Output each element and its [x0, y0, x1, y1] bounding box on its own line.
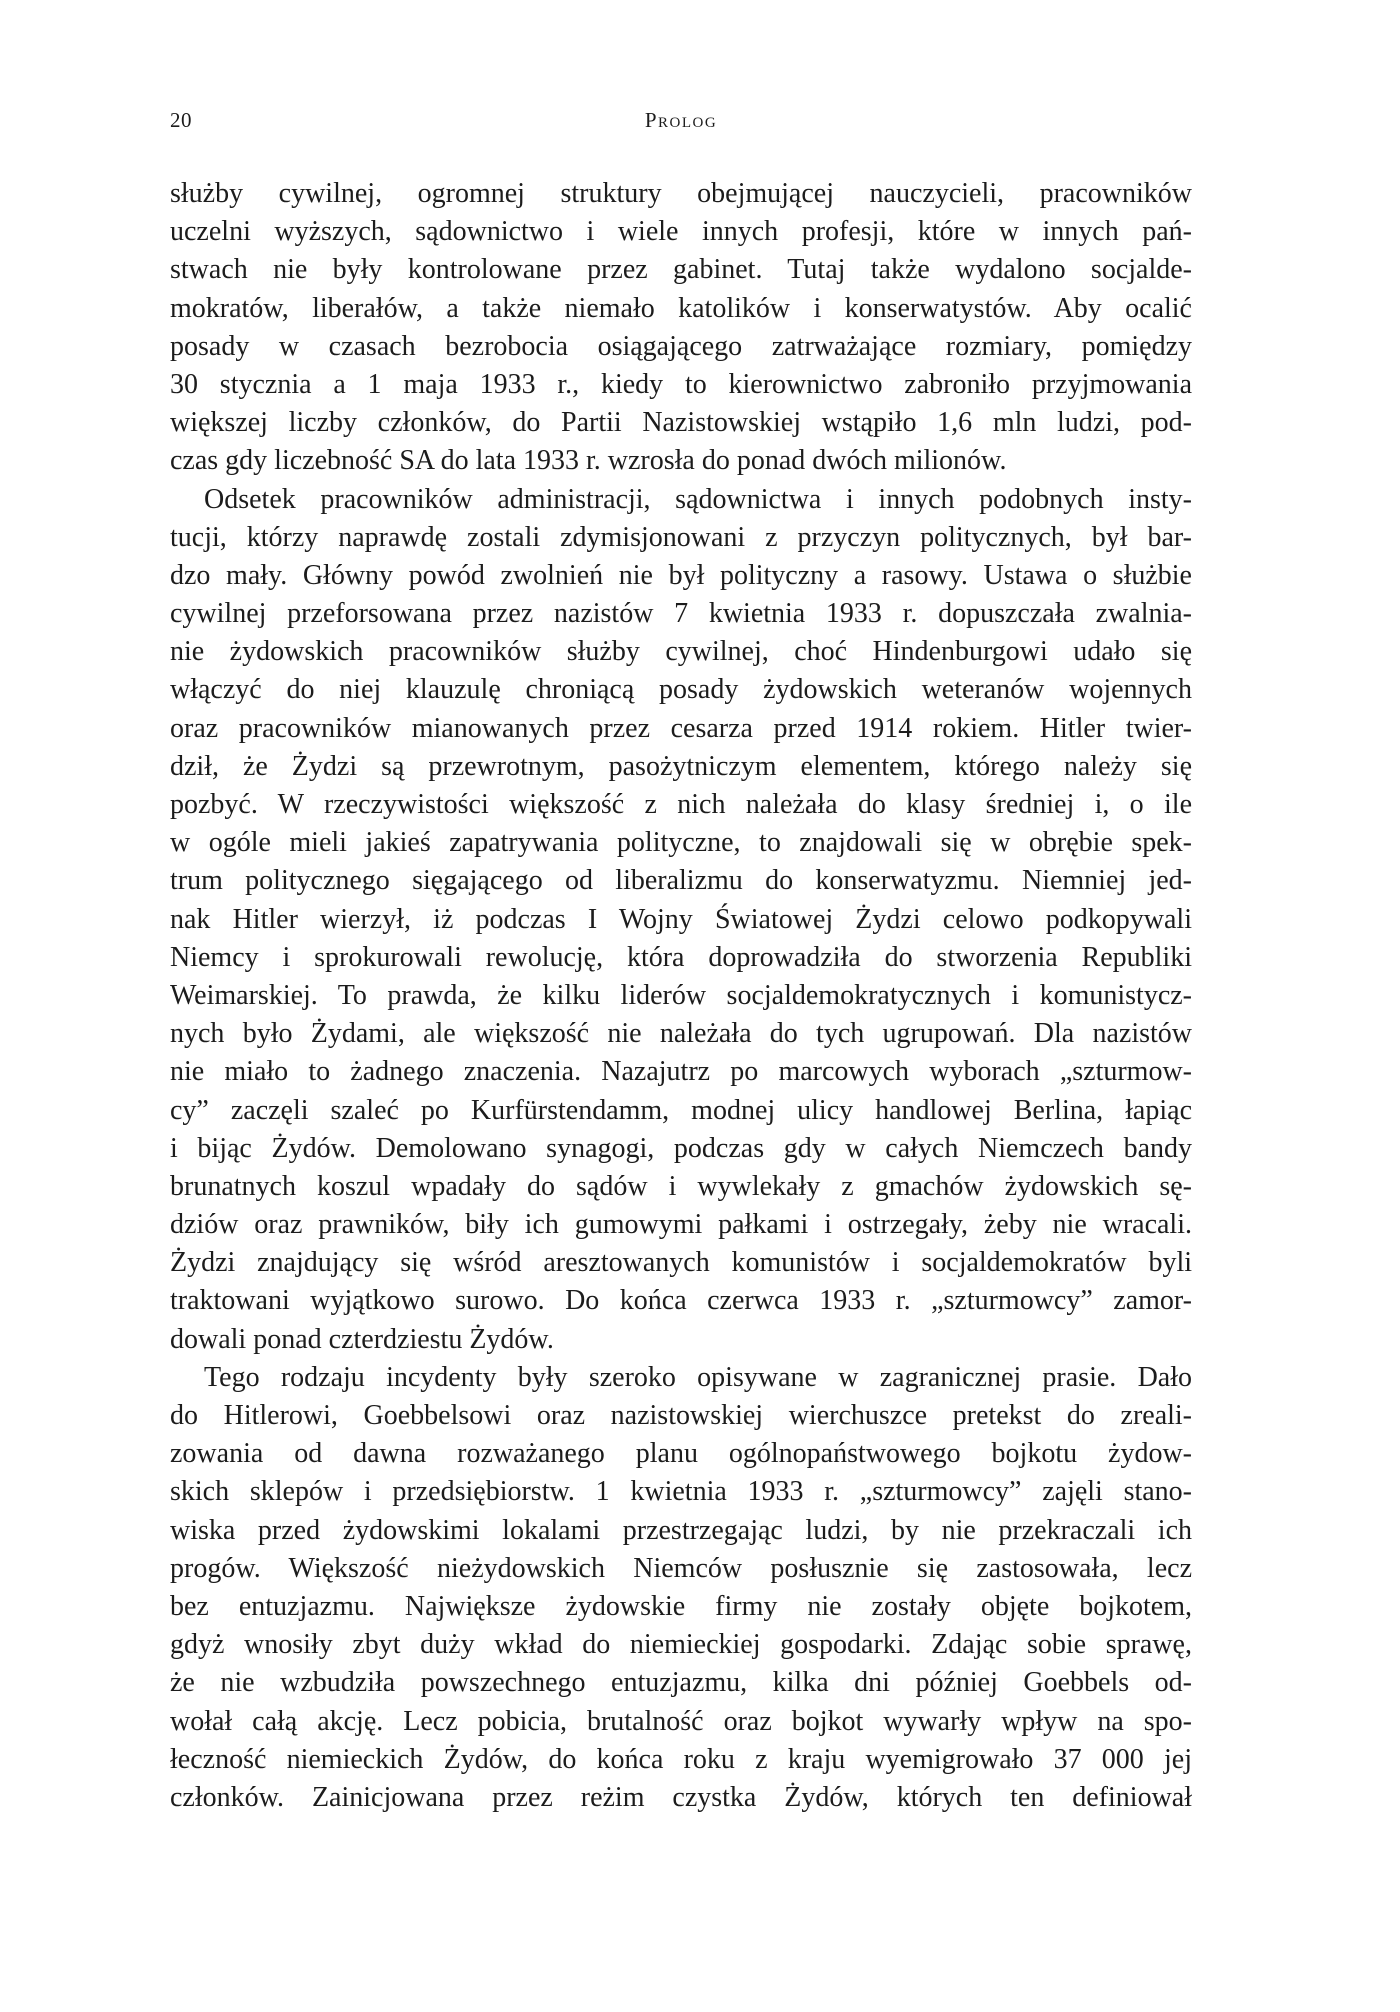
- text-line: łeczność niemieckich Żydów, do końca roku z kraju wyemigrowało 37 000 jej: [170, 1743, 1192, 1775]
- text-line: cywilnej przeforsowana przez nazistów 7 kwietnia 1933 r. dopuszczała zwalnia-: [170, 598, 1192, 630]
- text-line: i bijąc Żydów. Demolowano synagogi, podczas gdy w całych Niemczech bandy: [170, 1132, 1192, 1164]
- text-line: nak Hitler wierzył, iż podczas I Wojny Światowej Żydzi celowo podkopywali: [170, 903, 1192, 935]
- text-line: Weimarskiej. To prawda, że kilku liderów socjaldemokratycznych i komunistycz-: [170, 979, 1192, 1011]
- text-line: pozbyć. W rzeczywistości większość z nich należała do klasy średniej i, o ile: [170, 789, 1192, 820]
- text-line: dziów oraz prawników, biły ich gumowymi pałkami i ostrzegały, żeby nie wracali.: [170, 1209, 1192, 1241]
- text-line: służby cywilnej, ogromnej struktury obejmującej nauczycieli, pracowników: [170, 178, 1192, 209]
- text-line: Żydzi znajdujący się wśród aresztowanych komunistów i socjaldemokratów byli: [170, 1247, 1192, 1279]
- text-line: progów. Większość nieżydowskich Niemców posłusznie się zastosowała, lecz: [170, 1552, 1192, 1584]
- text-line: zowania od dawna rozważanego planu ogólnopaństwowego bojkotu żydow-: [170, 1438, 1192, 1470]
- text-line: brunatnych koszul wpadały do sądów i wywlekały z gmachów żydowskich sę-: [170, 1170, 1192, 1202]
- text-line: trum politycznego sięgającego od liberalizmu do konserwatyzmu. Niemniej jed-: [170, 865, 1192, 897]
- text-line: nie miało to żadnego znaczenia. Nazajutrz po marcowych wyborach „szturmow-: [170, 1056, 1192, 1088]
- text-line: do Hitlerowi, Goebbelsowi oraz nazistowskiej wierchuszce pretekst do zreali-: [170, 1400, 1192, 1431]
- running-head: [170, 104, 1192, 136]
- text-line: większej liczby członków, do Partii Nazistowskiej wstąpiło 1,6 mln ludzi, pod-: [170, 407, 1192, 439]
- text-line: włączyć do niej klauzulę chroniącą posady żydowskich weteranów wojennych: [170, 674, 1192, 706]
- text-line: oraz pracowników mianowanych przez cesarza przed 1914 rokiem. Hitler twier-: [170, 712, 1192, 744]
- section-title: Prolog: [644, 108, 718, 132]
- body-text: [170, 175, 1192, 1817]
- text-line: nie żydowskich pracowników służby cywilnej, choć Hindenburgowi udało się: [170, 636, 1192, 668]
- text-line: Niemcy i sprokurowali rewolucję, która doprowadziła do stworzenia Republiki: [170, 941, 1192, 973]
- text-line: 30 stycznia a 1 maja 1933 r., kiedy to kierownictwo zabroniło przyjmowania: [170, 368, 1192, 400]
- text-line: Odsetek pracowników administracji, sądownictwa i innych podobnych insty-: [204, 483, 1192, 515]
- page-number: 20: [170, 108, 192, 132]
- text-line: Tego rodzaju incydenty były szeroko opisywane w zagranicznej prasie. Dało: [204, 1361, 1192, 1393]
- text-line: mokratów, liberałów, a także niemało katolików i konserwatystów. Aby ocalić: [170, 292, 1192, 324]
- text-line: dzo mały. Główny powód zwolnień nie był polityczny a rasowy. Ustawa o służbie: [170, 559, 1192, 591]
- text-line: w ogóle mieli jakieś zapatrywania polityczne, to znajdowali się w obrębie spek-: [170, 827, 1192, 859]
- text-line: czas gdy liczebność SA do lata 1933 r. wzrosła do ponad dwóch milionów.: [170, 445, 1007, 477]
- text-line: stwach nie były kontrolowane przez gabinet. Tutaj także wydalono socjalde-: [170, 254, 1192, 286]
- text-line: uczelni wyższych, sądownictwo i wiele innych profesji, które w innych pań-: [170, 216, 1192, 248]
- text-line: skich sklepów i przedsiębiorstw. 1 kwietnia 1933 r. „szturmowcy” zajęli stano-: [170, 1476, 1192, 1508]
- text-line: dowali ponad czterdziestu Żydów.: [170, 1323, 554, 1355]
- text-line: tucji, którzy naprawdę zostali zdymisjonowani z przyczyn politycznych, był bar-: [170, 521, 1192, 553]
- text-line: traktowani wyjątkowo surowo. Do końca czerwca 1933 r. „szturmowcy” zamor-: [170, 1285, 1192, 1317]
- text-line: wiska przed żydowskimi lokalami przestrzegając ludzi, by nie przekraczali ich: [170, 1514, 1192, 1546]
- text-line: wołał całą akcję. Lecz pobicia, brutalność oraz bojkot wywarły wpływ na spo-: [170, 1705, 1192, 1737]
- text-line: gdyż wnosiły zbyt duży wkład do niemieckiej gospodarki. Zdając sobie sprawę,: [170, 1629, 1192, 1661]
- text-line: członków. Zainicjowana przez reżim czystka Żydów, których ten definiował: [170, 1781, 1192, 1813]
- text-line: dził, że Żydzi są przewrotnym, pasożytniczym elementem, którego należy się: [170, 750, 1192, 782]
- text-line: że nie wzbudziła powszechnego entuzjazmu, kilka dni później Goebbels od-: [170, 1667, 1192, 1699]
- text-line: cy” zaczęli szaleć po Kurfürstendamm, modnej ulicy handlowej Berlina, łapiąc: [170, 1094, 1192, 1126]
- text-line: bez entuzjazmu. Największe żydowskie firmy nie zostały objęte bojkotem,: [170, 1590, 1192, 1622]
- text-line: posady w czasach bezrobocia osiągającego zatrważające rozmiary, pomiędzy: [170, 330, 1192, 362]
- text-line: nych było Żydami, ale większość nie należała do tych ugrupowań. Dla nazistów: [170, 1018, 1192, 1050]
